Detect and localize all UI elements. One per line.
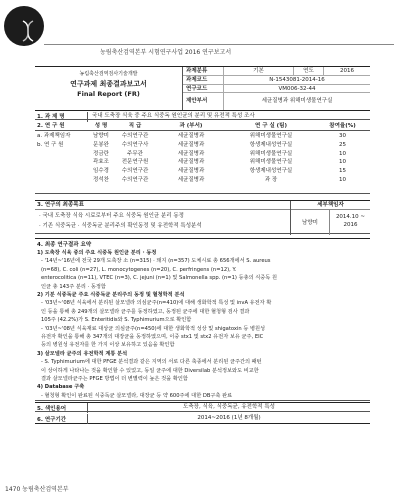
- period-value: 2014~2016 (1년 8개월): [87, 414, 370, 424]
- table-row: a. 과제책임자 남향미 수의연구관 세균질병과 위해미생물연구실 30: [37, 133, 346, 139]
- period-heading: 6. 연구기간: [37, 417, 67, 423]
- period-row: [35, 414, 370, 424]
- keywords-value: 도축장, 식육, 식중독균, 유전학적 특성: [87, 403, 370, 413]
- project-name-heading: 1. 과 제 명: [37, 114, 65, 120]
- keywords-heading: 5. 색인용어: [37, 406, 67, 412]
- header-title: 농림축산검역본부 시험연구사업 2016 연구보고서: [100, 49, 232, 56]
- report-top-block: [35, 66, 370, 110]
- report-form: [35, 66, 370, 463]
- summary-line: - '03년~'08년 식육재료 대상균 의심균주(n=450)에 대한 생화학적 성상 및 shigatoxin 등 병원성: [41, 325, 266, 332]
- purpose-item: · 국내 도축장 식육 시료로부터 주요 식중독 원인균 분리 동정: [39, 213, 184, 219]
- researchers-table: [35, 122, 370, 194]
- report-meta-table: [183, 67, 370, 111]
- summary-line: 등의 병원성 유전자를 한 가지 이상 보유하고 있음을 확인함: [41, 342, 175, 349]
- table-row: 정석찬 수의연구관 세균질병과 과 장 10: [93, 177, 346, 183]
- project-name-row: [35, 110, 370, 120]
- summary-line: enterocolitica (n=11), VTEC (n=3), C. jejuni (n=1) 및 Salmonella spp. (n=1) 등총의 식중독 원: [41, 275, 277, 282]
- summary-line: 3) 살모넬라 균주의 유전학적 계통 분석: [37, 350, 128, 357]
- report-title-kr: 연구과제 최종결과보고서: [70, 80, 147, 88]
- purpose-item: · 기존 식중독균 · 식중독균 분리주의 확인동정 및 유전학적 특성분석: [39, 223, 202, 229]
- summary-line: 105주 (42.2%)가 S. Enteritidis와 S. Typhimurium으로 확인함: [41, 317, 192, 324]
- researchers-header: 2. 연 구 원 성 명 직 급 과 (부서) 연 구 실 (팀) 참여율(%): [35, 122, 370, 131]
- summary-line: 4) Database 구축: [37, 384, 85, 391]
- org-name: 농림축산검역검사기술개발: [79, 71, 138, 77]
- lead-name: 남향미: [302, 220, 318, 226]
- summary-line: - S. Typhimurium에 대한 PFGE 분석결과 같은 지역의 서로 다른 축종에서 분리된 균주간의 패턴: [41, 359, 262, 366]
- page-footer: 1470 농림축산검역본부: [5, 486, 69, 493]
- table-row: b. 연 구 원 문봉완 수의연구사 세균질병과 항생제내성연구실 25: [37, 141, 346, 148]
- meta-row-department: 제안부서 세균질병과 위해미생물연구실: [183, 93, 370, 111]
- summary-line: - '03년~'08년 식육에서 분리된 살모넬라 의심균주(n=410)에 대해 생화학적 특성 및 invA 유전자 확: [41, 300, 272, 307]
- summary-line: (n=68), C. coli (n=27), L. monocytogenes (n=20), C. perfringens (n=12), Y.: [41, 266, 237, 273]
- purpose-section: [35, 200, 370, 234]
- table-row: 곽효조 전문연구원 세균질병과 위해미생물연구실 10: [93, 159, 346, 166]
- header-rule: [44, 44, 394, 45]
- table-row: 정금란 주무관 세균질병과 위해미생물연구실 10: [93, 150, 346, 157]
- purpose-lead-block: [290, 201, 370, 235]
- summary-section: [35, 238, 370, 401]
- report-title-en: Final Report (FR): [77, 90, 140, 98]
- table-row: 임수경 수의연구관 세균질병과 항생제내성연구실 15: [93, 168, 346, 175]
- meta-row-category: 과제분류 기본 연도 2016: [183, 67, 370, 76]
- dna-icon: [20, 20, 36, 42]
- report-title-block: [35, 67, 183, 111]
- lead-heading: 세부책임자: [291, 201, 370, 210]
- summary-line: 유전자 확인을 통해 총 347개의 대장균을 동정하였으며, 이중 stx1 및 stx2 유전자 보유 균주, EIC: [41, 334, 264, 340]
- project-name-value: 국내 도축장 식육 중 주요 식중독 원인균의 분리 및 유전적 특성 조사: [87, 112, 370, 122]
- header-logo-circle: [4, 6, 44, 46]
- summary-line: 결과 살모넬라균주는 PFGE 방법이 더 변별력이 높은 것을 확인함: [41, 376, 188, 382]
- keywords-row: [35, 402, 370, 412]
- lead-period: 2014.10 ~ 2016: [329, 210, 371, 235]
- summary-line: 2) 기분 식중독균 주요 식중독균 분리주의 동정 및 혈청학적 분석: [37, 292, 185, 298]
- meta-row-project-code: 과제코드 N-1543081-2014-16: [183, 76, 370, 85]
- summary-line: 인 등을 통해 총 249개의 살모넬라 균주를 동정하였고, 동정된 균주에 대한 혈청형 검사 결과: [41, 308, 250, 315]
- summary-line: 이 상이하게 나타나는 것을 확인할 수 있었고, 동일 균주에 대한 Diversilab 분석정보와도 비교한: [41, 367, 259, 374]
- meta-row-research-code: 연구코드 VM006-32-44: [183, 85, 370, 94]
- summary-line: - '14년~'16년에 전국 29개 도축장 소 (n=315) · 돼지 (n=357) 도체시료 총 656개에서 S. aureus: [41, 258, 271, 265]
- summary-heading: 4. 최종 연구결과 요약: [37, 242, 92, 248]
- purpose-heading: 3. 연구의 최종목표: [35, 201, 290, 210]
- summary-line: 1) 도축장 식육 중의 주요 식중독 원인균 분리 · 동정: [37, 250, 157, 256]
- summary-line: 인균 총 143주 분리 · 동정함: [41, 283, 106, 290]
- page-header: [0, 0, 400, 58]
- summary-line: - 혈청형 확인이 완료된 식중독균 살모넬라, 대장균 등 약 600주에 대한 DB구축 완료: [41, 392, 233, 399]
